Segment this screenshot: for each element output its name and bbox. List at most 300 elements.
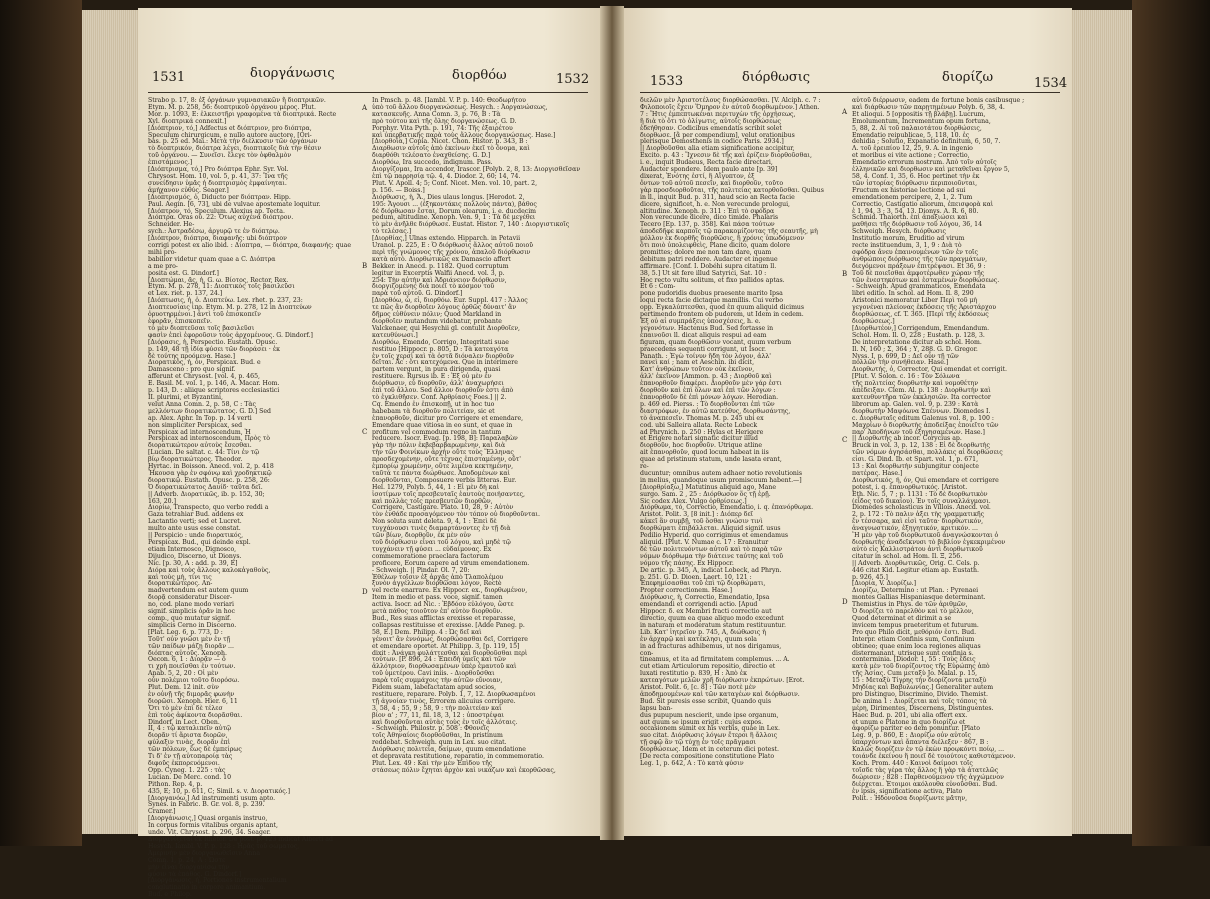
- text-line: Bud., Res suas afflictas erexisse et reparasse,: [372, 614, 516, 622]
- text-line: debitum patri reddere. Audacter et ingenue: [640, 255, 778, 263]
- text-line: potest, i. q. ἐπανορθωτικός. [Aristot.: [852, 483, 968, 491]
- text-line: distermanant, utrisque sunt confinia s.: [852, 649, 974, 657]
- right-page: [624, 8, 1072, 836]
- text-line: ad Phrynich. p. 250 : Hylas et Herigere: [640, 428, 764, 436]
- text-line: 38, 5.] Ut sit fere illud Satyrici, Sat. 10 :: [640, 269, 767, 277]
- text-line: ἀνθρώποις διόρθωσις τῆς τῶν πραγμάτων,: [852, 255, 988, 263]
- text-line: ap. Alex. Aphr. In Top. p. 14 verti: [148, 414, 252, 422]
- text-line: δὲ τούτης προόμενα. Hase.]: [148, 352, 236, 360]
- text-line: Porphyr. Vita Pyth. p. 191, 74: Τῆς ἐξαιρέτου: [372, 124, 513, 132]
- text-line: citatur in schol. ad Hom. Il. Ξ, 256.: [852, 552, 963, 560]
- page-number-1531: 1531: [152, 70, 186, 85]
- text-line: Nyss. I, p. 699, D : Δεῖ οὖν τῇ τῶν: [852, 352, 959, 360]
- text-line: παρὰ τοῖς συμμάχοις τὴν αὐτῶν εὔνοιαν,: [372, 677, 503, 685]
- text-line: εἰσι. G. Dind. Ib. et Spart. vol. 1, p. 671,: [852, 456, 979, 464]
- text-line: Bruck in vol. 3, p. 12, 138 : Εἰ δὲ διορθωτὴς: [852, 442, 990, 450]
- text-line: tineamus, et ita ad firmitatem complemus. ... A.: [640, 656, 790, 664]
- text-line: 7 : Ἥτις ἐμπεπτωκέναι περιτυχὼν τῆς ὀρχήσεως,: [640, 110, 796, 118]
- text-line: Audacter spondere. Idem paulo ante [p. 39]: [640, 166, 778, 174]
- text-line: Ὁ διορατικώτατος Δαυίδ· ταῦτα δεῖ.: [148, 483, 263, 491]
- text-line: [Διορθοΐα,] Copia. Nicet. Chon. Histor. p. 343, B :: [372, 138, 528, 146]
- text-line: καὶ διάρθωσιν τῶν παρῃτημένων Polyb. 6, 38, 4.: [852, 103, 1005, 111]
- text-line: διορθοῦν, hoc διορθοῦν. Utrique atline: [640, 442, 762, 450]
- text-line: Διοργίζομαι, Ira accendor, Irascor. [Polyb. 2, 8, 13: Διοργισθεῖσαν: [372, 166, 581, 174]
- margin-mark-b: B: [842, 270, 848, 278]
- text-line: invicem tempus praeteritum et futurum.: [852, 621, 979, 629]
- text-line: διορθώματι ἐπιβάλλεται. Aliquid signif. usus: [640, 525, 781, 533]
- text-line: posita est. G. Dindorf.]: [148, 269, 219, 277]
- text-line: τοιάνδε ἐκείνου ἢ ποιεῖ δὲ τοιούτοις καθιστάμενον.: [852, 753, 1016, 761]
- text-line: τὸ διοπτρικόν, διόπτρα λέγει, διοπτικοῖς διὰ τὴν θέσιν: [148, 145, 322, 153]
- text-line: [Διόρασις, ἡ, Perspectio. Eustath. Opusc.: [148, 338, 278, 346]
- text-line: Corrigere, Castigare. Plato. 10, 28, 9 : Αὐτὸν: [372, 504, 514, 512]
- text-line: αὐτὸ εἰς Καλλιστράτου ἀντὶ διορθωτικοῦ: [852, 545, 983, 553]
- text-line: [Διόπτωσις, ἡ, ὁ. Διοπτεύω. Lex. rhet. p. 237, 23:: [148, 297, 303, 305]
- text-line: || Διορθοῦσθαι alia etiam significatione accipitur,: [640, 145, 795, 153]
- text-line: et Erigere notari signatic dicitur illud: [640, 435, 758, 443]
- margin-mark-a: A: [362, 104, 368, 112]
- text-line: Leg. 9, p. 860, E : Διορίζω οὐν αὐτοῖς: [852, 732, 971, 740]
- text-line: emendationem percipere, 2, 1, 2. Tum: [852, 193, 973, 201]
- text-line: signif. simplicis ὁρᾶν in hoc: [148, 608, 235, 616]
- text-line: E. Basil. M. vol. 1, p. 146, A. Macar. Hom.: [148, 380, 280, 388]
- text-line: Διορθωτής, ὁ, Corrector, Qui emendat et corrigit.: [852, 366, 1008, 374]
- text-line: Leg. 1, p. 642, A : Τὸ κατὰ φύσιν: [640, 760, 744, 767]
- text-line: Anab. 5, 2, 20 : Οἱ μὲν: [148, 670, 219, 678]
- text-line: 13 : Καὶ διορθωτὴν subjungitur conjecte: [852, 463, 979, 471]
- text-line: [Διόπτρον, διόπτρα, διαφανῆς: ubi διόπτρον: [148, 235, 287, 243]
- text-line: Uranol. p. 225, E : Ὁ διόρθωσις ἄλλος αὐτοῦ ποιοῦ: [372, 242, 534, 250]
- text-line: γὰρ τὴν πόλιν ἐκβεβαρβαρωμένην, καὶ διὰ: [372, 442, 506, 450]
- text-line: Speculum chirurgicum, e nullo autore auctore, [Ori-: [148, 131, 312, 139]
- text-line: Διόρθωσις, ἡ, Correctio, Emendatio, Ipsa: [640, 594, 770, 602]
- text-line: Emendatio errorum nostrum. Ἀπὸ τοῖν αὐτοῖς: [852, 159, 997, 167]
- text-line: ἐ 1, 94, 3 ; 3, 54, 13. Dionys. A. R. 6, 80.: [852, 207, 979, 215]
- text-line: pedum, altitudine. Xenoph. Ven. 9, 1 : Τὰ δὲ μεγέθει: [372, 214, 536, 222]
- text-line: conglutinatio in corpore animantium.: [148, 884, 266, 892]
- text-line: μέρη, Dirimentes, Discernens, Distinguentes.: [852, 704, 994, 712]
- text-line: || Adverb. Διορθωτικῶς, Orig. C. Cels. p.: [852, 559, 980, 567]
- text-line: τῶν πόλεων, ἕως δὲ ἐμπείρως: [148, 746, 242, 754]
- text-line: Emendatio reipublicae, 5, 118, 10. ἐς: [852, 131, 970, 139]
- text-line: τοῦ ὀργάνου. — Συνεῖσι. ἔλεγε τὸν ὀφθαλμὸν: [148, 152, 292, 160]
- text-line: 3, 58, 4 ; 55, 9 ; 58, 9 : τὴν πολιτείαν καὶ: [372, 704, 502, 712]
- text-line: πανεὶ καί ; nam et Aeschin. ibi dicit,: [640, 359, 755, 367]
- text-line: Comn. 1, p. 24, A : Ὥστε: [148, 856, 226, 864]
- text-line: πατέρας. Hase.]: [852, 469, 903, 477]
- text-line: τῶν ἐνεστηκότων καὶ ἐσταμένων διορθώσεως.: [852, 276, 1000, 284]
- text-line: [Lucian. De saltat. c. 44: Τίνι ἐν τῷ: [148, 449, 260, 457]
- text-line: (εἶδος τοῦ δικαίου). Ἐν τοῖς συναλλάγμασι.: [852, 497, 991, 505]
- text-line: κατευθύνωσι.]: [372, 331, 418, 339]
- text-line: habebam τὰ διορθοῦν πολιτείαν, sic et: [372, 407, 495, 415]
- text-line: διοργιζομένης διὰ ποιεῖ τὸ κόσμον τοῦ: [372, 283, 495, 291]
- text-line: velut Anna Comn. 2, p. 58, C : Τὰς: [148, 400, 257, 408]
- text-line: babilior videtur quam quae a C. Διόπτρα: [148, 255, 276, 263]
- text-line: Valckenaer, qui Hesychii gl. contulit Διορθοῖεν,: [372, 324, 520, 332]
- text-line: p. 926, 45.]: [852, 573, 888, 581]
- text-line: Pedilio Hyperid. quo corrigimus et emendamus: [640, 532, 789, 540]
- text-line: ἐπὶ τῷ παρρησίᾳ τῷ. 4, 4. Diodor. 2, 60; 14, 74.: [372, 172, 521, 180]
- text-line: dixerat, Ἐνότης ἐστί, ἢ Αἴγυπτον, ἐξ: [640, 172, 755, 180]
- text-line: τούτων. [P. 896, 24 : Ἐπειδὴ ὑμεῖς καὶ τῶν: [372, 656, 506, 664]
- text-line: Dijudico, Discerno, ut Dionys.: [148, 552, 242, 560]
- text-line: Cramer.]: [148, 808, 176, 816]
- text-line: sych.: Ἀστραδέσω, ἀργυρῷ τε ἐν διόπτρῳ.: [148, 228, 280, 236]
- text-line: 435, E; 10, p. 611, C; Simil. s. v. Διορατικός.]: [148, 787, 291, 795]
- text-line: 58, 4. Conf. 1, 35, 6. Hoc pertinet τὴν ἐκ: [852, 172, 980, 180]
- text-line: || Perspicio : unde διορατικός,: [148, 532, 244, 540]
- text-line: Dindorf, in Lect. Oben.: [148, 718, 220, 726]
- text-line: Schneider. He-: [148, 221, 195, 229]
- text-line: Ἐπεφημίσασθαι τοῦ ἐπὶ τῷ διορθώματι,: [640, 580, 766, 588]
- text-line: cod. ubi Salleira allata. Recte Lobeck: [640, 421, 758, 429]
- text-line: Sic codex Alex. Vulgo ὀρθρίσεως.]: [640, 497, 747, 505]
- column-1534: [852, 98, 1062, 802]
- column-1533: [640, 98, 840, 802]
- text-line: Aristot. Polit. 6, [c. 8] : Τῶν ποτὲ μὲν: [640, 684, 756, 692]
- text-line: [Διοπτρισμός, ὁ, Diducto per διόπτραν. Hipp.: [148, 193, 291, 201]
- text-line: ξυνὸν ἀγγέλλων διορθῶσαι λόγον, Rectè: [372, 580, 502, 588]
- text-line: συνείδησιν ὑμᾶς ἡ διοπτρισμὸς ἐμφαίνηται.: [148, 179, 287, 187]
- text-line: γεγονέναι πλείονας ἐκδόσεις τῆς Ἀριστάρχου: [852, 304, 997, 312]
- text-line: 2, p. 172 : Τὸ παλιν ἀξει τὴς γραμματικῆς: [852, 511, 985, 519]
- text-line: ὑπὸ τοῦ ἄλλου διοργανώσεως. Hesych. : Ἁοργανώσεως,: [372, 103, 548, 111]
- text-line: p. 469 ed. Pierss. : Τὸ διορθοῦνται ἐπὶ τῶν: [640, 400, 775, 408]
- text-line: Cq. Emendo ἐν ἐπισκοπῇ, ut in hoc tuo: [372, 400, 495, 408]
- text-line: librorum ap. Galen. vol. 9, p. 239 : Κατὰ: [852, 400, 979, 408]
- text-line: bas. p. 25 ed. Mai.: Μετὰ τὴν διέλκυσιν τῶν ὀργάνων: [148, 138, 318, 146]
- text-line: in ll., inquit Bud. p. 311, haud scio an Recta facie: [640, 193, 795, 201]
- text-line: διαστρόφων, ἐν αὐτῶ κατεύθυς, διορθωσάντης,: [640, 407, 791, 415]
- text-line: [Διόπτριον, τό,] Adfectus et διόπτριον, pro διόπτρα,: [148, 124, 312, 132]
- text-line: - Schweigh. || Pindar. Ol. 7, 20:: [372, 566, 470, 574]
- text-line: Hyrtac. in Boisson. Anecd. vol. 2, p. 418: [148, 463, 274, 471]
- text-line: dus pupupum nescierit, unde ipse organum,: [640, 711, 779, 719]
- text-line: altitudine. Xenoph. p. 311 : Ἐπὶ τὸ σφόδρα: [640, 207, 775, 215]
- text-line: τὸ ἐγκλιθῆσεν. Conf. Ἀρθρίασις Foes.] || 2.: [372, 393, 507, 401]
- text-line: Ἢ μὲν γὰρ τοῦ διορθωτικοῦ ἀναγνώσκονται ὁ: [852, 532, 999, 540]
- text-line: Διορίω, Transpecto, quo verbo reddi a: [148, 504, 269, 512]
- text-line: ἀλλότριον, διορθωσαμένων ὑπὲρ ἐμαυτοῦ καὶ: [372, 663, 517, 671]
- text-line: et depravata restitutione, reparatio, in commemoratio.: [372, 753, 545, 761]
- text-line: profitum vel commodum regno in tantum: [372, 428, 502, 436]
- text-line: unde. Vit. Chrysost. p. 296, 34. Seager.: [148, 829, 271, 837]
- text-line: emendandi et corrigendi actio. [Apud: [640, 601, 758, 609]
- text-line: μαθήσει τῆς διόρθωσιν τοῦ λόγου, 36, 14: [852, 221, 983, 229]
- text-line: Καλῶς διορίζειν ἐν τῷ ἑκὼν προῳκόντι ποίῳ, ...: [852, 746, 1005, 754]
- text-line: [Διορία, V. Διορίζω.]: [852, 580, 916, 588]
- text-line: suo citat. Διόρθωσις λόγων ἕτεροι ἢ ἄλλοις: [640, 732, 778, 740]
- text-line: figuram, quam διορθῶσιν vocant, quum verbum: [640, 338, 792, 346]
- text-line: praecedens sequenti corrigunt, ut Isocr.: [640, 345, 766, 353]
- text-line: ἰσοτίμων τοῖς πρεσβευταῖς ἑαυτοὺς ποιήσαντες,: [372, 490, 525, 498]
- text-line: γεγονότων. Hactenus Bud. Sed fortasse in: [640, 324, 774, 332]
- text-line: opp. Ἐγκαλύπτεσθαι, quod ἐπ quum aliquid dicimus: [640, 304, 805, 312]
- text-line: διορθοῖεν mutandum videbatur, probante: [372, 318, 502, 325]
- margin-mark-d: D: [842, 598, 848, 606]
- text-line: Plut. Dem. 12 init. σὺν: [148, 684, 219, 692]
- text-line: Διορατικός, ή, όν, Perspicax. Bud. e: [148, 359, 261, 367]
- text-line: προσδεχομένην, οὔτε τέχνας ἐπισταμένην, οὔτ': [372, 456, 521, 464]
- page-number-1534: 1534: [1034, 76, 1068, 91]
- text-line: καὶ ὑπερβατικῆς παρὰ τοὺς ἄλλους διοργανώσεως. Hase.]: [372, 131, 556, 139]
- text-line: μόλλον ἐκ διορθῆς διορθῶσις, ἢ χρόνις ὑπωδόμενον: [640, 235, 805, 243]
- text-line: ἐν οὐνῇ τῆς διμορᾶς φωνὴν: [148, 690, 235, 698]
- text-line: recte instituendum, 3, 1, 9 : Διὰ τὸ: [852, 242, 962, 250]
- text-line: Hesych. Iambl. V. P. p. 128 : Ἡρᾶς τοῦ σώματος,: [148, 842, 300, 850]
- text-line: 15 : Μεταξὺ Τίγρης τὴν διορίζοντα μεταξὺ: [852, 677, 987, 685]
- text-line: commemoratione praeclara factorum: [372, 552, 490, 560]
- margin-mark-d: D: [362, 588, 368, 596]
- text-line: a me pro-: [148, 262, 178, 270]
- text-line: occasionem sumit ex his verbis, quae in Lex.: [640, 725, 780, 733]
- text-line: διόπτας αὐτοῦς. Xenoph.: [148, 649, 227, 657]
- text-line: vel recte enarrare. Ex Hippocr. ex., διορθωμένον,: [372, 587, 528, 595]
- text-line: lapsu ban-: [640, 704, 673, 712]
- text-line: Oecon. 6, 1 : Διορᾷν — ὅ: [148, 656, 226, 664]
- text-line: καὶ τοὺς μὴ, τίνι τις: [148, 573, 212, 581]
- text-line: Quod determinat et dirimit a se: [852, 614, 952, 622]
- text-line: Τοῦ δὲ ποιεῖσθαι ἀμφοτέρωθεν χώραν τῆς: [852, 269, 985, 277]
- text-line: et moribus ei vite actione ; Correctio,: [852, 152, 970, 160]
- text-line: Φιλοποιοῖς ἔχειν Ὅμηρον ἐν αὐτοῦ διορθωμένον.] Athen.: [640, 103, 820, 111]
- text-line: con-: [640, 649, 654, 657]
- text-line: Διορίζω, Determino : ut Plan. : Pyrenaei: [852, 587, 979, 595]
- text-line: παρὰ τοῦ αὐτοῦ. G. Dindorf.]: [372, 290, 463, 298]
- text-line: τῶν ἱστορίας διόρθωσιν περιποιοῦνται,: [852, 179, 978, 187]
- text-line: 254: Τὴν αὐτὴν καὶ Ἀδριάνειον διόρθωσιν,: [372, 276, 507, 284]
- text-line: διορῶσι. Xenoph. Hier. 6, 11: [148, 697, 238, 705]
- text-line: κἀκεῖ ἂν συμβῇ, τοῦ ὅσθαι γνώσιν τινὶ: [640, 518, 763, 526]
- text-line: Διορθόω, Emendo, Corrigo, Integritati suae: [372, 338, 509, 346]
- text-line: [Διοργάνωσις,] Quasi organis instruo,: [148, 815, 268, 823]
- text-line: τὸν ἐνθάδε προσαγόμενον τὸν τόπον οὐ διορθοῦνται.: [372, 511, 540, 519]
- text-line: τὸ μὲν διοπτεῦσαι τοῖς βασιλεῦσι: [148, 324, 255, 332]
- text-line: Hel. 1279, Polyb. 5, 44, 1 : Εἰ μὲν δὴ καὶ: [372, 483, 500, 491]
- text-line: στάσεως πόλιν ἔχηται ἀρχὸν καὶ νικάζων καὶ ἐκορθῶσας,: [372, 766, 556, 774]
- text-line: || Adverb. Διορατικῶς, ib. p. 152, 30;: [148, 490, 265, 498]
- text-line: p. 156. — Boiss.]: [372, 186, 425, 194]
- text-line: γὰρ προσδιορθοῦται, τῆς πολιτείας κατορθοῦσθαι. Quibus: [640, 186, 824, 194]
- text-line: τυγχάνειν τῇ φύσει ... εὐδαίμονας. Ex: [372, 545, 492, 553]
- text-line: παρ' Ἀποδήνων τοῦ ἐξηγησαμένων. Hase.]: [852, 428, 985, 436]
- page-number-1533: 1533: [650, 74, 684, 89]
- text-line: αὐτοῦ διέρρωσιν, eadem de fortune bonis casibusque ;: [852, 97, 1025, 104]
- text-line: Διορθόω, Ira succedo, indignum. Pass.: [372, 159, 493, 167]
- text-line: ἐπιστάμενος.]: [148, 159, 193, 167]
- text-line: Pro quo Philo dicit, μεθόριόν ἐστι. Bud.: [852, 628, 977, 636]
- text-line: restituere, reparare. Polyb. 1, 7, 12. Διορθωσαμένοι: [372, 690, 536, 698]
- text-line: Plut. V. Apoll. 4; 5; Conf. Nicet. Men. vol. 10, part. 2,: [372, 179, 538, 187]
- text-line: madvertendum est autem quum: [148, 587, 249, 595]
- text-line: δὲ διόρθωσαν ἔσται, Dorum olearum, i. e. ducdecim: [372, 207, 537, 215]
- text-line: ὅτι ποιὸ ὑπολειφθεὶς, Plane dicito, quam dolore: [640, 242, 791, 250]
- text-line: Koch. Prom. 440 : Καινοὶ δαίμοσι τοῖς: [852, 760, 973, 767]
- text-line: πρὸ τούτου καὶ τῆς ὅλης διοργανώσεως. G. D.: [372, 117, 517, 125]
- text-line: libri editio. In schol. ad Hom. Il. 8, 290: [852, 290, 974, 298]
- text-line: In corpus formis vitalibus organis aptant,: [148, 822, 278, 830]
- text-line: ἐν ἀρχαρῷ καὶ κατέκλησι, quum sola: [640, 635, 757, 643]
- text-line: διορθώσεως.]: [852, 318, 895, 325]
- text-line: τὸ μὲν ἀνῆλθε διόρθωσε. Eustat. Histor. 7, 140 : Διοργιστικοῖς: [372, 221, 570, 229]
- text-line: κατευθυντῆρα τῶν ἐκκλησιῶν. Ita corrector: [852, 393, 991, 401]
- text-line: mihi pro-: [148, 248, 177, 256]
- text-line: II, 4 : τῷ καταλιπεῖν αὐτῷ: [148, 725, 232, 733]
- text-line: διορατικώτερος. An-: [148, 580, 213, 588]
- running-head-left: διόρθωσις: [742, 70, 811, 85]
- text-line: ἐπὶ τοῦ ἄλλου. Sed ἄλλον διορθοῦν ἐστι ἀπὸ: [372, 387, 514, 395]
- text-line: διορθώσεως. Idem et in ceterum dici potest.: [640, 746, 779, 754]
- text-line: Perspicax. Bud., qui deinde expl.: [148, 539, 251, 546]
- text-line: et Lex. riet. p. 137, 24.]: [148, 290, 223, 298]
- text-line: σφόδρα ἄνευ ἐπαινουμένων τῶν ἐν τοῖς: [852, 248, 978, 256]
- text-line: τῇ σφῷ ἂν τῷ τύχῃ ἐν τοῖς πρᾶγμασι: [640, 739, 757, 747]
- text-line: διορθώσεως, cf. T. 365. [Περὶ τῆς ἐκδόσεως: [852, 311, 989, 319]
- text-line: κατεαγότων μελῶν χρῆ διόρθωσιν ἐκπρώτων. [Erot.: [640, 677, 805, 685]
- text-line: διφοῦς ἐκπορευόμενοι.: [148, 760, 220, 767]
- text-line: p. 149, 48 τῇ ἰδίᾳ φύσει τῶν διοράσει · ἐκ: [148, 345, 281, 353]
- text-line: τοῖσδε τὰς γέρα τὰς ἄλλος ἢ γὰρ τὰ ἀτατελῶς: [852, 766, 999, 774]
- text-line: ἢ διὰ τὸ ὅτι τὸ ὀλίγωτις, αὐτοῖς διορθώσεως: [640, 117, 781, 125]
- text-line: διεγόμενοι πράξεων ἐπιτρέψασι. Et 36, 9 :: [852, 262, 986, 270]
- text-line: τὸ τελέσας.]: [372, 228, 412, 236]
- header-rule: [148, 92, 588, 93]
- text-line: reducere. Isocr. Evag. [p. 198, B]: Παραλαβὼν: [372, 435, 518, 443]
- left-page: [138, 8, 600, 899]
- header-rule: [640, 92, 1060, 93]
- text-line: De artic. p. 345, A, indicat Lobeck, ad Phryn.: [640, 566, 782, 574]
- text-line: dixit : Ἀνάγκη φυλάττεσθαι καὶ διορθοῦσθαι περὶ: [372, 649, 528, 657]
- text-line: ὀρυοτηρμένοι.] ἀντὶ τοῦ ἐπισκοπεῖν: [148, 311, 261, 319]
- text-line: Propter correctionem. Hase.]: [640, 587, 733, 595]
- text-line: [Διοργανόω,] Ad instrumenti usum apto.: [148, 794, 276, 802]
- running-head-left: διοργάνωσις: [250, 66, 335, 81]
- column-1532: [372, 98, 590, 802]
- text-line: Aristot. Polit. 3, [8 init.] : Διόπερ δεῖ: [640, 511, 754, 519]
- text-line: restituo [Hippocr. p. 805, D : Τὰ κατεαγότα: [372, 345, 509, 353]
- text-line: διορατικῷ. Eustath. Opusc. p. 258, 26:: [148, 476, 270, 484]
- text-line: Emendare quae vitiosa in eo sunt, et quae in: [372, 421, 513, 429]
- text-line: p. 251. G. D. Dioen. Laert. 10, 121 :: [640, 573, 752, 581]
- text-line: Διόρα καὶ τοὺς ἄλλους καλοκἀγαθοὺς,: [148, 566, 271, 574]
- text-line: Διόπτρα. Oras οὐ. 22: Ὅτως αὐχένα διόπτρον.: [148, 214, 294, 222]
- text-line: διώρισεν ; 828 : Παρθενούμενον τῆς ἀγχώμενον: [852, 773, 1004, 781]
- text-line: ἐλληνικῶν καὶ διορθωσιν καὶ μεταθεῖναι ἔργον 5,: [852, 166, 1010, 174]
- text-line: Ἐξ οὐ αἱ συμπράξεις ὑποσχέσεις, h. e.: [640, 318, 761, 325]
- text-line: re-: [640, 463, 649, 471]
- text-line: c. Διορθωταῖς editum Galenus vol. 8, p. 100 :: [852, 414, 994, 422]
- text-line: Τι δ' ἐν τῇ αὐτοπαροίᾳ τὰς: [148, 753, 233, 761]
- text-line: τοῦ ὑμετέρου. Cavi iniis. - Διορθοῦσθαι: [372, 670, 495, 678]
- text-line: loqui recta facie dictaque mamillis. Cui verbo: [640, 297, 783, 305]
- text-line: comp., quo mutatur signif.: [148, 614, 232, 622]
- text-line: διελῶν μὲν Ἀριστοτέλους διορθώσασθαι. [V. Alciph. c. 7 :: [640, 97, 821, 104]
- text-line: reddebat. Schweigh. qum in Lex. suo citat.: [372, 739, 507, 747]
- text-line: obtineo; quae enim loca regiones aliquas: [852, 642, 981, 650]
- text-line: ταῦτά τε πάντα διώρθωσε. Ἀποδομένων καὶ: [372, 469, 511, 477]
- text-line: dicere, significet, h. e. Non verecunde prologui,: [640, 200, 791, 208]
- text-line: καὶ διορθοῦνται αὐτὰς τοὺς ἐν τοῖς ἀλλόταις.: [372, 718, 518, 726]
- text-line: [Διοπτώμαι, ᾶς, ἡ, G. ω. Βίοτος, Rector, Rex.: [148, 276, 289, 284]
- text-line: [Διόπτρισμα, τό,] Pro διόπτρα Ephr. Syr. Vol.: [148, 166, 289, 174]
- text-line: Strabo p. 17, 8: ἐξ ὀργάνων γυμνασιακῶν ἢ διοπτρικῶν.: [148, 97, 326, 104]
- text-line: Il. N, 160 ; Σ, 364 ; Υ, 288. G. D. Gregor.: [852, 345, 978, 353]
- text-line: τῶν νόμων ἀγησάσθαι, πολλάκις αἱ διορθώσεις: [852, 449, 1003, 457]
- text-line: ἐφορᾶν, ἐπισκοπεῖν.: [148, 318, 212, 325]
- text-line: ἐν τοῖς χερσὶ καὶ τὰ ὀστᾶ διόναλεν διορθοῦν: [372, 352, 514, 360]
- text-line: διαρθόθι τελέσατο ἐναχθείσης. G. D.]: [372, 152, 491, 160]
- text-line: βίῳ διορατικώτερος. Theodor.: [148, 456, 243, 464]
- text-line: [Plut. V. Solon. c. 16 : Τὸν Σόλωνα: [852, 373, 960, 381]
- text-line: Non soluta sunt deleta. 9, 4, 1 : Ἐπεὶ δὲ: [372, 518, 497, 526]
- running-head-right: διορίζω: [942, 70, 994, 85]
- text-line: Ἦκουσα γὰρ ἐν σφόνῳ καὶ χροδηκτικῷ: [148, 469, 272, 477]
- text-line: νόμων διόρθωμα τὴν διάτεινε ταύτης καὶ τοῦ: [640, 552, 784, 560]
- text-line: Lactantio verti; sed et Lucret.: [148, 518, 242, 526]
- text-line: || Διορθωτὴς ab incor. Corycius ap.: [852, 435, 962, 443]
- text-line: τὴν τῶν Φοινίκων ἀρχὴν οὔτε τοὺς Ἕλληνας: [372, 449, 514, 457]
- text-line: φύσιν τὰ ἐπάθος. G. Dindorf.]: [148, 870, 242, 878]
- text-line: φασὶν ἐπεὶ ἐφοροῦσιν τοὺς ἀρχομένους. G. Dindorf.]: [148, 331, 313, 339]
- text-line: De anima 1 : Διορίζεται καὶ τοῖς τόποις τὰ: [852, 697, 987, 705]
- text-line: διορθοῦνται, Composuere verbis litteras. Eur.: [372, 476, 517, 484]
- text-line: ἔν τέσσαρα, καὶ εἰσὶ ταῦτα· διορθωτικόν,: [852, 518, 984, 526]
- text-line: Polit. : Ἠδονοῦσα διορίζωντε μᾶτην,: [852, 794, 968, 802]
- text-line: quae ad pristinum statum, unde lasata erant,: [640, 456, 782, 464]
- text-line: Lucian. De Merc. cond. 10: [148, 773, 232, 781]
- text-line: διορθωτὴν Μαψόωνα Σπέννων. Diomedes I.: [852, 407, 991, 415]
- text-line: ἀφορίζω pariter eo dem ponuntur. [Plato: [852, 725, 980, 733]
- text-line: δῆμος εὐθύνειν πόλιν; Quod Markland in: [372, 311, 502, 319]
- text-line: Μαχρίων ὁ διορθωτὴς ἀποδείξας ἐποιεῖτο τῶν: [852, 421, 999, 429]
- text-line: Xyl. διοπτρικά connexit.]: [148, 117, 227, 125]
- text-line: Item in medio et pass. voce, signif. tamen: [372, 594, 503, 602]
- text-line: Haec Bud. p. 201, ubi alia offert exx.: [852, 711, 968, 719]
- text-line: Bud. Sit puresis esse scribit, Quando quis: [640, 697, 772, 705]
- text-line: pone pudoridis duobus praesente marito Ipsa: [640, 290, 783, 298]
- text-line: τοῖς Ἀθηναίοις διορθοῦσθαι, In pristinum: [372, 732, 503, 740]
- text-line: Διόρθωσις, ἡ, Ἄ., Dies ulaus longus. [Herodot. 2,: [372, 193, 525, 201]
- text-line: διέρχεται. Ἐτοιμοι ακόλουθα εὐνοῦσθαι. Bud.: [852, 780, 998, 788]
- text-line: [De recta compositione constitutione Plato: [640, 753, 775, 761]
- text-line: Opp. Cyneg. 1. 225 : τὰς: [148, 766, 226, 774]
- text-line: Διόρθωσις πολιτεία, δαίμων, quum emendatione: [372, 746, 526, 754]
- text-line: In Pmsch. p. 48. [Iambl. V. P. p. 140: Θεοδωρήτου: [372, 97, 526, 104]
- text-line: affirmare. [Conf. I. Dobéhi supra citatum ll.: [640, 262, 777, 270]
- text-line: φύλαξιν τινὰς, διορᾶν ἐπὶ: [148, 739, 231, 747]
- text-line: καὶ πολλὰς τοῖς πρεσβευτῶν διορθῶν,: [372, 497, 493, 505]
- text-line: Bekker. in Anecd. p. 1182. Quod corruptum: [372, 262, 509, 270]
- text-line: τυγχάνουσι τινὲς διαμαρτάνοντες ἐν τῇ διὰ: [372, 525, 511, 533]
- text-line: ὄντων τοῦ αὐτοῦ πεσεῖν, καὶ διορθοῦν, τοῦτο: [640, 179, 784, 187]
- text-line: - Schweigh. Philostr. p. 508 : Φθονεῖς: [372, 725, 490, 733]
- column-1531: [148, 97, 360, 899]
- text-line: afferunt et Chrysost. [vol. 4, p. 465,: [148, 373, 261, 381]
- book-cover-right: [1132, 0, 1210, 846]
- text-line: Perspicax ad internoscendum, Ἡ: [148, 428, 251, 436]
- text-line: τι χρὴ ποιεῖσθαι ἐν τούτων.: [148, 663, 236, 671]
- text-line: διορθωσε. [ἃ per compendium], velut orationibus: [640, 131, 795, 139]
- text-line: Fructum ex historiae lectione ad sui: [852, 186, 966, 194]
- text-line: ἐμπορίῳ χρωμένην, οὔτε λιμένα κεκτημένην,: [372, 463, 514, 471]
- text-line: διορθοῦν καὶ ἐπὶ ὅλων καὶ ἐπὶ τῶν λόγων :: [640, 387, 776, 395]
- text-line: proficere, Eorum capere ad virum emendationem.: [372, 559, 530, 567]
- text-line: II. plurimi, et Byzantini,: [148, 393, 223, 401]
- text-line: Τοῦτ' οὐν γνῶσι μὲν ἐν τῇ: [148, 635, 231, 643]
- text-line: ἐπανορθοῦν δὲ ἐπὶ μόνων λόγων. Herodian.: [640, 393, 779, 401]
- text-line: Nic. [p. 30, A : add. p. 39, E]: [148, 559, 238, 567]
